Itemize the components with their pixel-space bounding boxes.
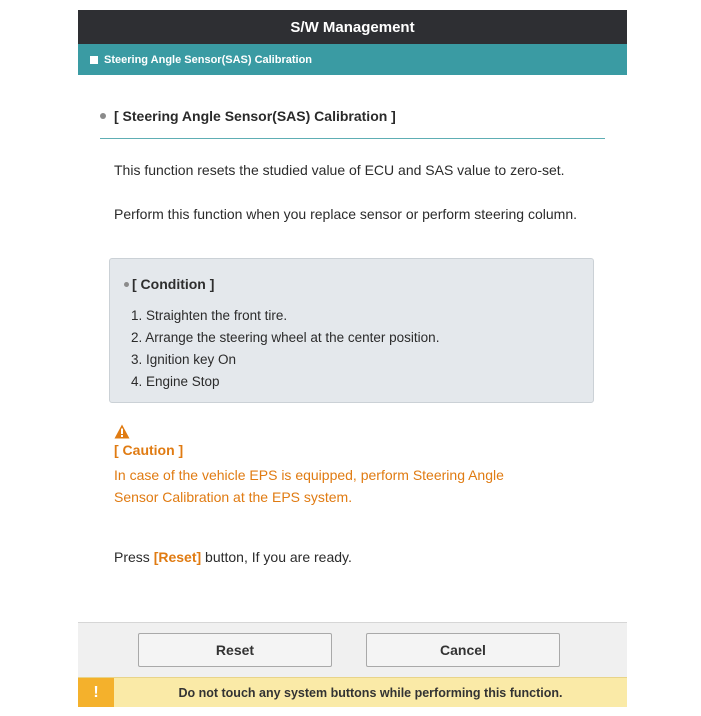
notice-text: Do not touch any system buttons while performing this function. [178, 685, 563, 700]
button-bar [78, 622, 627, 678]
caution-text: In case of the vehicle EPS is equipped, perform Steering Angle Sensor Calibration at the EPS system. [114, 467, 504, 505]
prompt-prefix: Press [114, 549, 154, 565]
subheader-bar [78, 44, 627, 75]
prompt-reset-highlight: [Reset] [153, 549, 202, 565]
app-window [78, 10, 627, 707]
condition-item: 2. Arrange the steering wheel at the center position. [131, 330, 440, 345]
section-title: [ Steering Angle Sensor(SAS) Calibration ] [114, 108, 396, 124]
condition-title: [ Condition ] [132, 276, 215, 292]
warning-triangle-icon [114, 424, 130, 439]
condition-item: 1. Straighten the front tire. [131, 308, 288, 323]
prompt-suffix: button, If you are ready. [201, 549, 352, 565]
window-title-bar [78, 10, 627, 44]
description-line-2: Perform this function when you replace sensor or perform steering column. [114, 206, 577, 222]
reset-button[interactable]: Reset [138, 633, 332, 667]
window-title: S/W Management [290, 18, 415, 36]
bullet-dot-icon [100, 113, 106, 119]
bullet-dot-icon [124, 282, 129, 287]
section-heading [100, 108, 396, 124]
exclamation-icon: ! [78, 678, 114, 707]
subheader-label: Steering Angle Sensor(SAS) Calibration [104, 53, 313, 66]
description-line-1: This function resets the studied value of ECU and SAS value to zero-set. [114, 162, 565, 178]
condition-box [109, 258, 594, 403]
notice-bar [78, 677, 627, 707]
caution-title: [ Caution ] [114, 442, 184, 458]
square-bullet-icon [90, 56, 98, 64]
condition-item: 3. Ignition key On [131, 352, 237, 367]
condition-list [131, 305, 439, 393]
condition-item: 4. Engine Stop [131, 374, 220, 389]
section-divider [100, 138, 605, 139]
condition-heading [124, 276, 214, 292]
ready-prompt [114, 549, 352, 565]
cancel-button[interactable]: Cancel [366, 633, 560, 667]
